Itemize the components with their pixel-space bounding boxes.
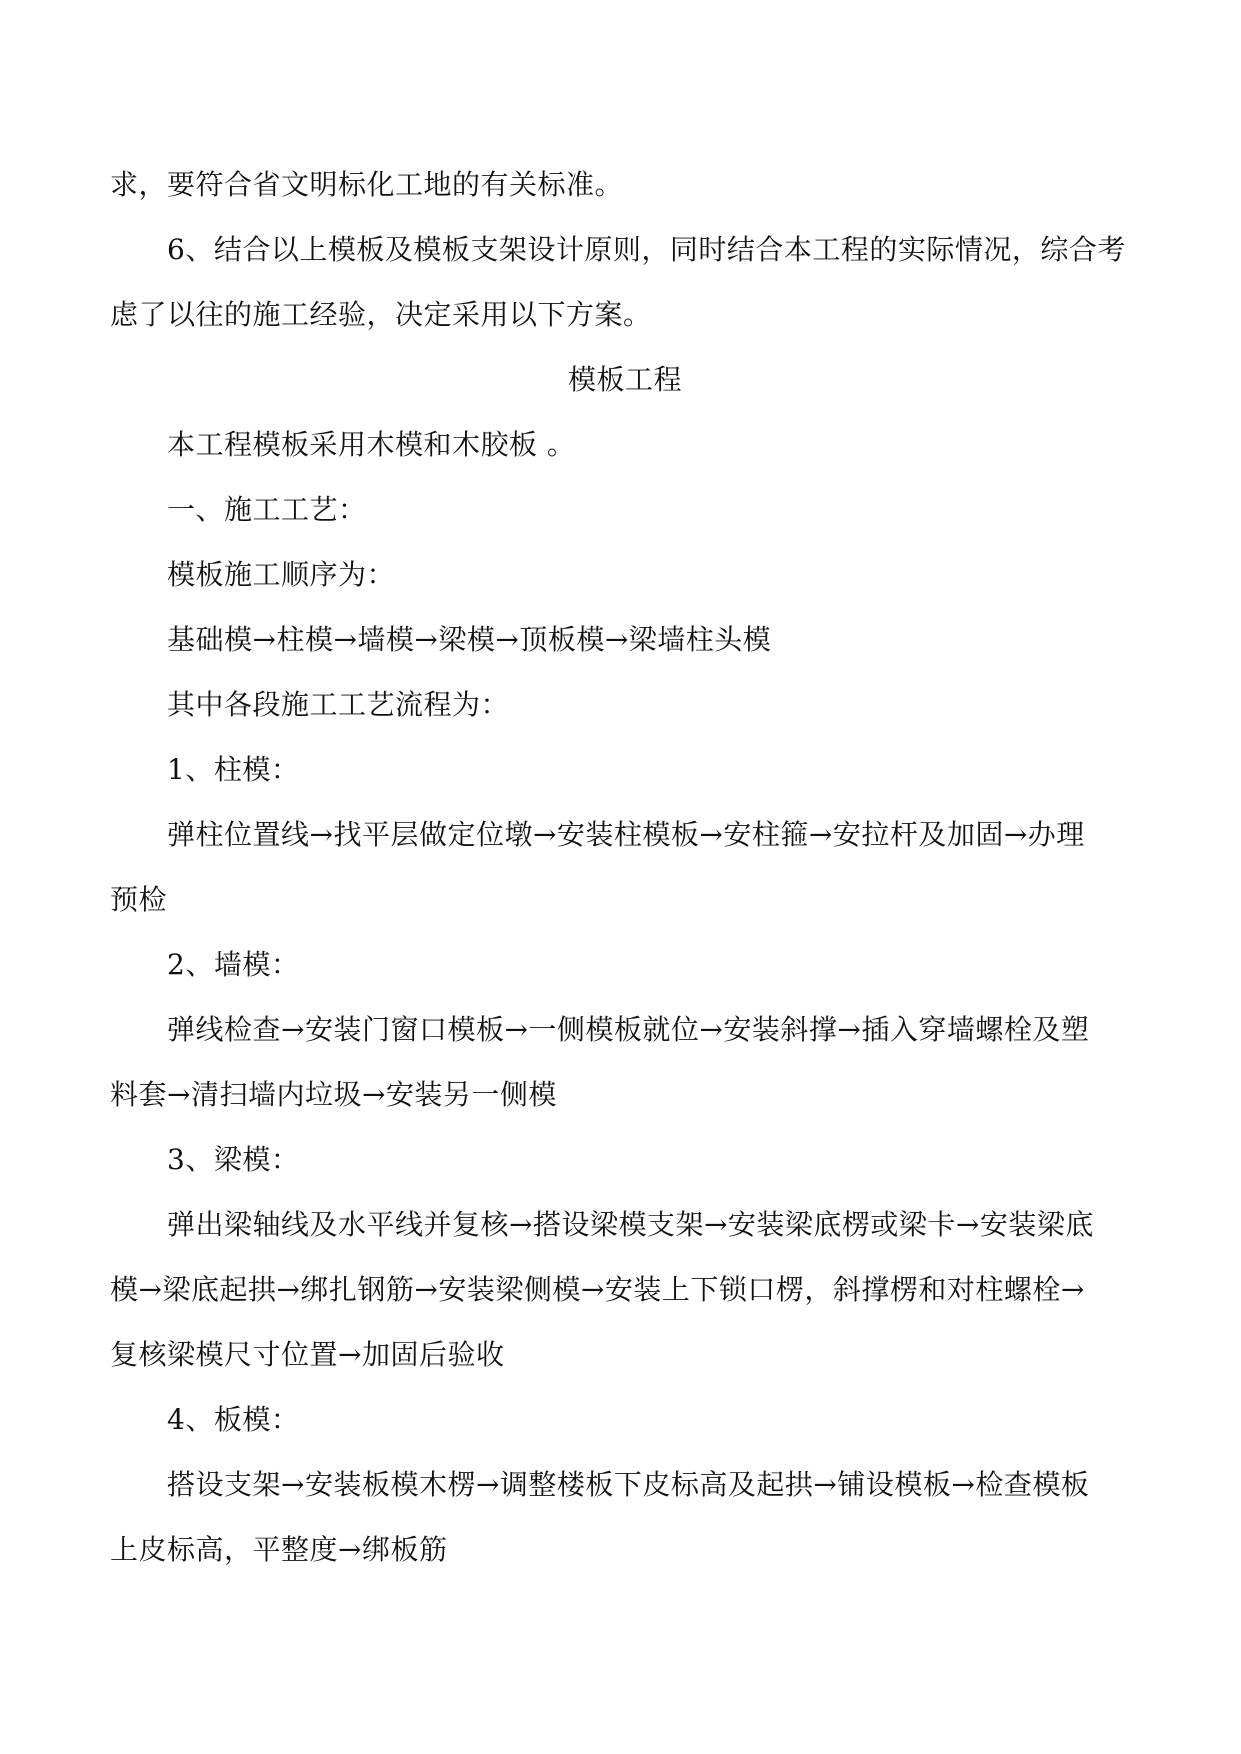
subsection-heading: 3、梁模： — [167, 1143, 300, 1176]
subsection-heading: 2、墙模： — [167, 948, 300, 981]
process-flow-line: 料套→清扫墙内垃圾→安装另一侧模 — [110, 1078, 557, 1111]
paragraph-line: 模板施工顺序为： — [167, 558, 396, 591]
section-heading: 一、施工工艺： — [167, 493, 367, 526]
process-flow-line: 模→梁底起拱→绑扎钢筋→安装梁侧模→安装上下锁口楞，斜撑楞和对柱螺栓→ — [110, 1273, 1085, 1306]
process-flow-line: 弹出梁轴线及水平线并复核→搭设梁模支架→安装梁底楞或梁卡→安装梁底 — [167, 1208, 1094, 1241]
paragraph-line: 本工程模板采用木模和木胶板 。 — [167, 428, 576, 461]
section-title: 模板工程 — [567, 363, 682, 396]
process-sequence: 基础模→柱模→墙模→梁模→顶板模→梁墙柱头模 — [167, 623, 772, 656]
process-flow-line: 搭设支架→安装板模木楞→调整楼板下皮标高及起拱→铺设模板→检查模板 — [167, 1468, 1090, 1501]
paragraph-line: 虑了以往的施工经验，决定采用以下方案。 — [110, 298, 652, 331]
paragraph-line: 求，要符合省文明标化工地的有关标准。 — [110, 168, 624, 201]
process-flow-line: 弹柱位置线→找平层做定位墩→安装柱模板→安柱箍→安拉杆及加固→办理 — [167, 818, 1085, 851]
document-body — [110, 152, 1140, 1582]
process-flow-line: 预检 — [110, 883, 168, 916]
subsection-heading: 4、板模： — [167, 1403, 300, 1436]
paragraph-line: 其中各段施工工艺流程为： — [167, 688, 510, 721]
process-flow-line: 弹线检查→安装门窗口模板→一侧模板就位→安装斜撑→插入穿墙螺栓及塑 — [167, 1013, 1090, 1046]
process-flow-line: 上皮标高，平整度→绑板筋 — [110, 1533, 448, 1566]
subsection-heading: 1、柱模： — [167, 753, 300, 786]
paragraph-line: 6、结合以上模板及模板支架设计原则，同时结合本工程的实际情况，综合考 — [167, 233, 1126, 266]
process-flow-line: 复核梁模尺寸位置→加固后验收 — [110, 1338, 505, 1371]
